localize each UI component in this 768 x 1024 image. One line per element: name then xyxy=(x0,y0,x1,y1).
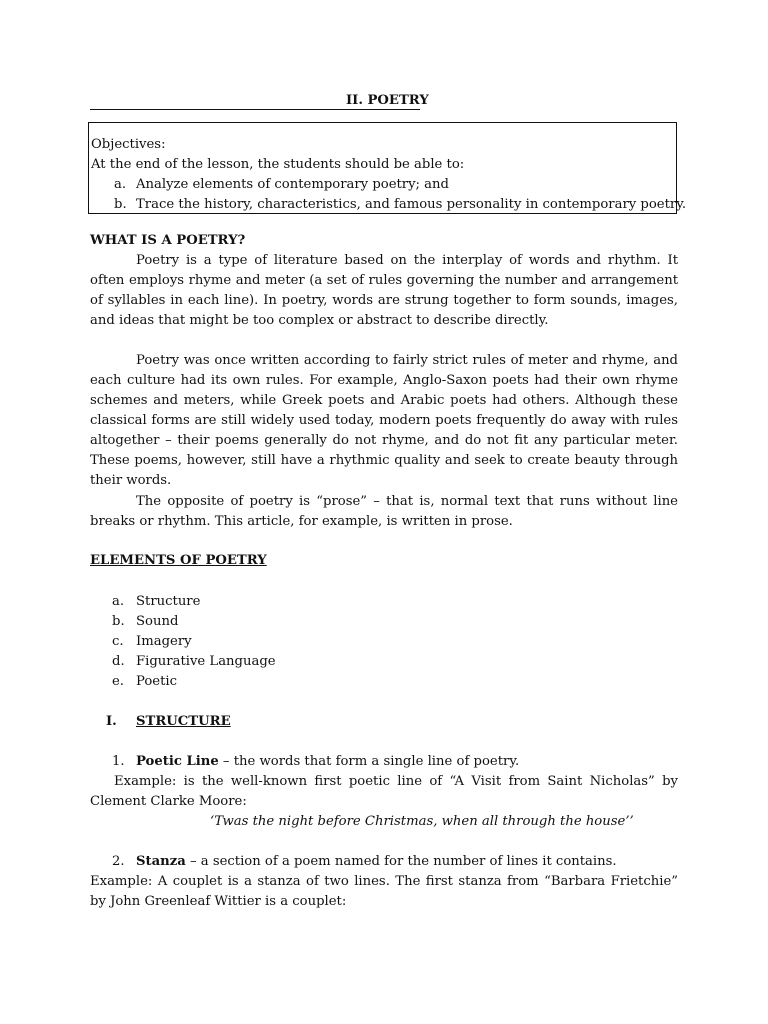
list-item xyxy=(112,612,178,632)
objective-marker: b. xyxy=(114,197,127,212)
page-title: II. POETRY xyxy=(346,93,429,108)
objective-text: Analyze elements of contemporary poetry; and xyxy=(136,177,449,192)
objectives-box xyxy=(88,122,687,214)
objective-marker: a. xyxy=(114,177,127,192)
list-marker: d. xyxy=(112,654,125,669)
elements-heading: ELEMENTS OF POETRY xyxy=(90,553,267,568)
structure-item-1-quote: ‘Twas the night before Christmas, when all through the house’’ xyxy=(210,814,634,829)
list-text: Sound xyxy=(136,614,179,629)
paragraph-2: Poetry was once written according to fairly strict rules of meter and rhyme, and each culture had its own rules. For example, Anglo-Saxon poets had their own rhyme schemes and meters, while Greek poets and Arabic poets had others. Although these classical forms are still widely used today, modern poets frequently do away with rules altogether – their poems generally do not rhyme, and do not fit any particular meter. These poems, however, still have a rhythmic quality and seek to create beauty through their words. xyxy=(90,353,678,488)
paragraph-3: The opposite of poetry is “prose” – that is, normal text that runs without line breaks or rhythm. This article, for example, is written in prose. xyxy=(90,494,678,529)
objective-item xyxy=(114,175,449,195)
objective-text: Trace the history, characteristics, and famous personality in contemporary poetry. xyxy=(136,197,687,212)
item-term: Poetic Line xyxy=(136,754,219,769)
what-is-heading: WHAT IS A POETRY? xyxy=(90,233,246,248)
list-text: Figurative Language xyxy=(136,654,276,669)
list-marker: e. xyxy=(112,674,124,689)
item-marker: 2. xyxy=(112,854,125,869)
list-text: Poetic xyxy=(136,674,177,689)
list-item xyxy=(112,652,276,672)
list-marker: c. xyxy=(112,634,124,649)
list-item xyxy=(112,592,200,612)
objectives-intro: At the end of the lesson, the students should be able to: xyxy=(91,157,465,172)
item-marker: 1. xyxy=(112,754,125,769)
list-item xyxy=(112,632,192,652)
structure-item-1 xyxy=(112,752,519,772)
paragraph-1: Poetry is a type of literature based on the interplay of words and rhythm. It often employs rhyme and meter (a set of rules governing the number and arrangement of syllables in each line). In poetry, words are strung together to form sounds, images, and ideas that might be too complex or abstract to describe directly. xyxy=(90,253,678,328)
structure-item-2-example: Example: A couplet is a stanza of two lines. The first stanza from “Barbara Frietchie” by John Greenleaf Wittier is a couplet: xyxy=(90,874,678,909)
item-term: Stanza xyxy=(136,854,186,869)
structure-heading: STRUCTURE xyxy=(136,714,231,729)
list-marker: b. xyxy=(112,614,125,629)
item-definition: – a section of a poem named for the number of lines it contains. xyxy=(185,854,617,869)
structure-numeral: I. xyxy=(106,714,117,729)
list-text: Imagery xyxy=(136,634,192,649)
structure-item-1-example: Example: is the well-known first poetic line of “A Visit from Saint Nicholas” by Clement Clarke Moore: xyxy=(90,774,678,809)
list-text: Structure xyxy=(136,594,201,609)
objectives-heading: Objectives: xyxy=(91,137,166,152)
list-item xyxy=(112,672,177,692)
objective-item xyxy=(114,195,686,215)
list-marker: a. xyxy=(112,594,125,609)
item-definition: – the words that form a single line of poetry. xyxy=(218,754,520,769)
structure-item-2 xyxy=(112,852,617,872)
